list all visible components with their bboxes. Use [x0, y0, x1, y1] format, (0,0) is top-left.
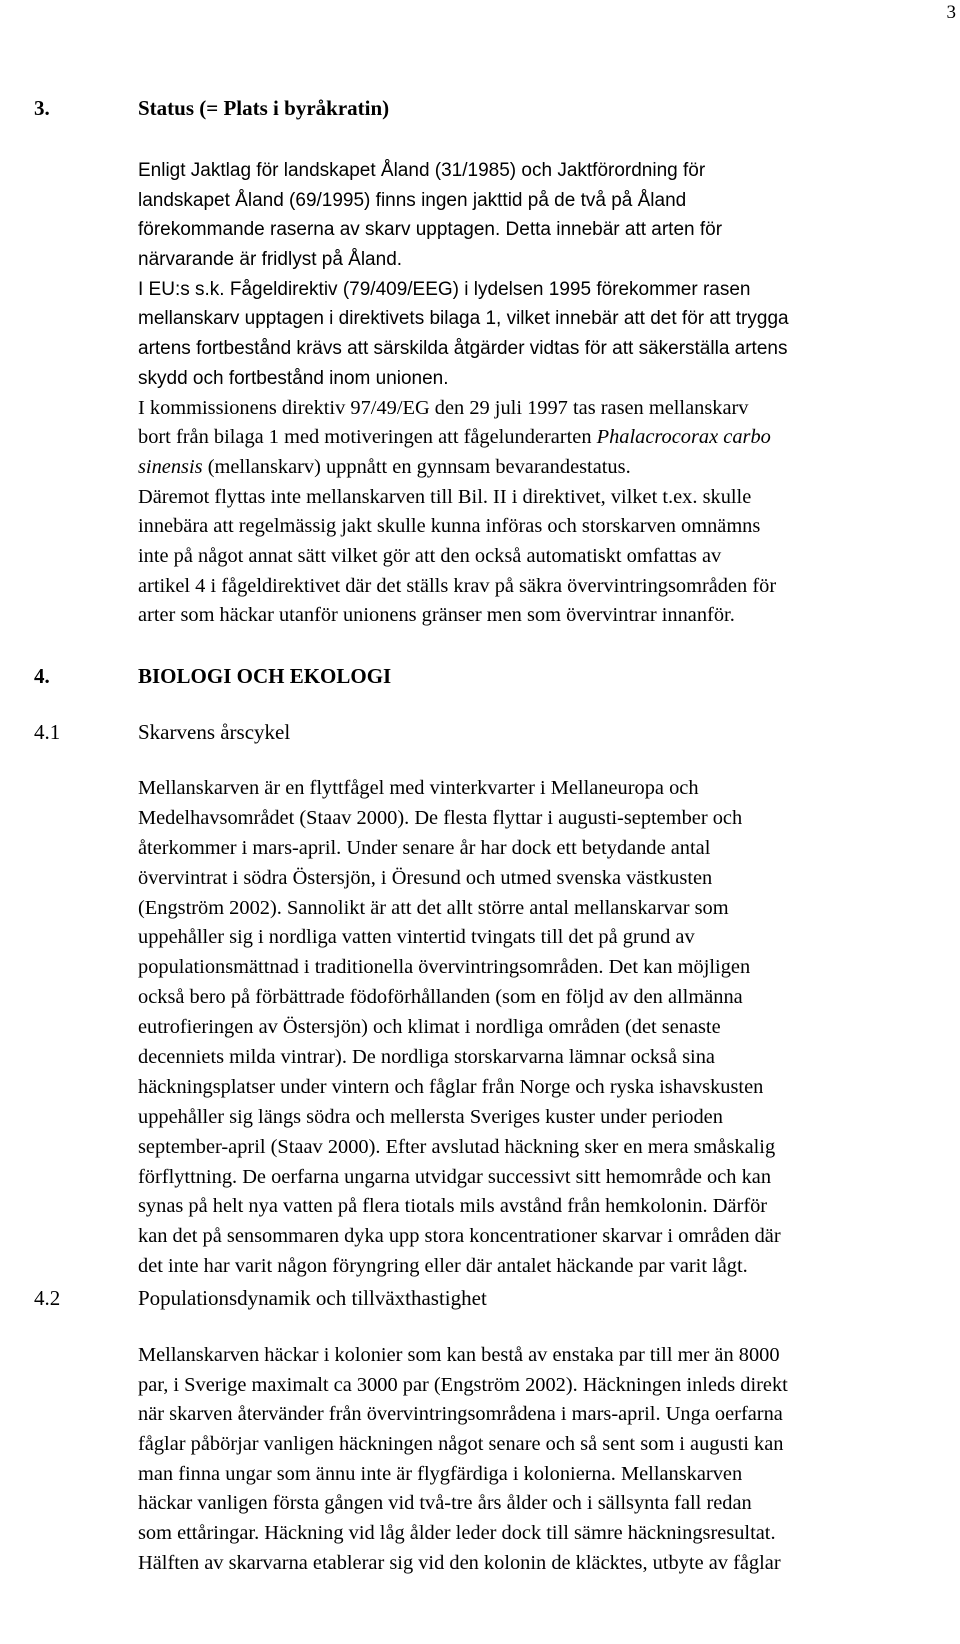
section-4-2-body [138, 1341, 938, 1579]
body-line-text: Enligt Jaktlag för landskapet Åland (31/1985) och Jaktförordning för [138, 160, 706, 181]
body-line [138, 601, 938, 631]
section-4-1-number: 4.1 [34, 720, 61, 744]
body-line: Mellanskarven är en flyttfågel med vinterkvarter i Mellaneuropa och [138, 777, 699, 799]
body-line-text: bort från bilaga 1 med motiveringen att fågelunderarten [138, 426, 592, 449]
body-line [138, 453, 938, 483]
body-line: det inte har varit någon föryngring eller där antalet häckande par varit lågt. [138, 1255, 748, 1278]
body-line [138, 334, 938, 364]
body-line: uppehåller sig längs södra och mellersta Sveriges kuster under perioden [138, 1105, 723, 1128]
body-line [138, 304, 938, 334]
body-line-text: arter som häckar utanför unionens gränser men som övervintrar innanför. [138, 604, 735, 627]
body-line-text: innebära att regelmässig jakt skulle kunna införas och storskarven omnämns [138, 515, 761, 538]
section-4-1-title: Skarvens årscykel [138, 720, 291, 744]
body-line [138, 215, 938, 245]
body-line: (Engström 2002). Sannolikt är att det allt större antal mellanskarvar som [138, 896, 729, 919]
body-line: övervintrat i södra Östersjön, i Öresund och utmed svenska västkusten [138, 866, 713, 889]
body-line: september-april (Staav 2000). Efter avslutad häckning sker en mera småskalig [138, 1135, 776, 1158]
section-4-1-body [138, 774, 938, 1282]
body-line: häckningsplatser under vintern och fåglar från Norge och ryska ishavskusten [138, 1075, 764, 1098]
section-4-2-title: Populationsdynamik och tillväxthastighet [138, 1286, 487, 1310]
body-line: också bero på förbättrade födoförhållanden (som en följd av den allmänna [138, 986, 743, 1009]
body-line [138, 423, 938, 453]
body-line-text: artens fortbestånd krävs att särskilda åtgärder vidtas för att säkerställa artens [138, 338, 788, 360]
body-line-text: (mellanskarv) uppnått en gynnsam bevarandestatus. [207, 455, 631, 478]
body-line-text: skydd och fortbestånd inom unionen. [138, 367, 449, 389]
body-line [138, 245, 938, 275]
body-line: kan det på sensommaren dyka upp stora koncentrationer skarvar i områden där [138, 1225, 781, 1248]
body-line-text: mellanskarv upptagen i direktivets bilaga 1, vilket innebär att det för att trygga [138, 308, 789, 330]
species-name-italic: Phalacrocorax carbo [596, 426, 771, 449]
body-line-text: Däremot flyttas inte mellanskarven till Bil. II i direktivet, vilket t.ex. skulle [138, 485, 752, 508]
body-line [138, 512, 938, 542]
body-line-text: inte på något annat sätt vilket gör att den också automatiskt omfattas av [138, 544, 722, 567]
body-line [138, 275, 938, 305]
body-line: Medelhavsområdet (Staav 2000). De flesta flyttar i augusti-september och [138, 806, 743, 829]
body-line: återkommer i mars-april. Under senare år har dock ett betydande antal [138, 836, 711, 859]
body-line [138, 156, 938, 186]
section-3-title: Status (= Plats i byråkratin) [138, 96, 390, 120]
body-line: decenniets milda vintrar). De nordliga storskarvarna lämnar också sina [138, 1046, 715, 1069]
body-line [138, 483, 938, 513]
body-line-text: I EU:s s.k. Fågeldirektiv (79/409/EEG) i lydelsen 1995 förekommer rasen [138, 278, 751, 300]
body-line [138, 542, 938, 572]
section-4-title: BIOLOGI OCH EKOLOGI [138, 664, 392, 688]
body-line: populationsmättnad i traditionella övervintringsområden. Det kan möjligen [138, 956, 751, 979]
body-line: häckar vanligen första gången vid två-tre års ålder och i sällsynta fall redan [138, 1492, 752, 1515]
body-line-text: förekommande raserna av skarv upptagen. Detta innebär att arten för [138, 219, 723, 241]
body-line-text: I kommissionens direktiv 97/49/EG den 29 juli 1997 tas rasen mellanskarv [138, 396, 749, 419]
body-line [138, 186, 938, 216]
body-line [138, 572, 938, 602]
body-line: förflyttning. De oerfarna ungarna utvidgar successivt sitt hemområde och kan [138, 1165, 772, 1188]
section-4-number: 4. [34, 664, 50, 688]
body-line: uppehåller sig i nordliga vatten vintertid tvingats till det på grund av [138, 926, 695, 949]
body-line: man finna ungar som ännu inte är flygfärdiga i kolonierna. Mellanskarven [138, 1462, 743, 1485]
species-name-italic: sinensis [138, 455, 203, 478]
section-3-body [138, 156, 938, 631]
body-line: som ettåringar. Häckning vid låg ålder leder dock till sämre häckningsresultat. [138, 1522, 776, 1545]
body-line: Hälften av skarvarna etablerar sig vid den kolonin de kläcktes, utbyte av fåglar [138, 1551, 781, 1574]
body-line: par, i Sverige maximalt ca 3000 par (Engström 2002). Häckningen inleds direkt [138, 1373, 788, 1396]
body-line [138, 394, 938, 424]
body-line-text: landskapet Åland (69/1995) finns ingen jakttid på de två på Åland [138, 189, 687, 211]
body-line [138, 364, 938, 394]
body-line-text: artikel 4 i fågeldirektivet där det ställs krav på säkra övervintringsområden för [138, 574, 777, 597]
body-line: när skarven återvänder från övervintringsområdena i mars-april. Unga oerfarna [138, 1403, 783, 1426]
body-line: synas på helt nya vatten på flera tiotals mils avstånd från hemkolonin. Därför [138, 1195, 768, 1218]
body-line-text: närvarande är fridlyst på Åland. [138, 249, 403, 271]
section-3-number: 3. [34, 96, 50, 120]
body-line: fåglar påbörjar vanligen häckningen något senare och så sent som i augusti kan [138, 1433, 784, 1456]
section-4-2-number: 4.2 [34, 1286, 61, 1310]
page-number: 3 [946, 2, 956, 23]
body-line: eutrofieringen av Östersjön) och klimat i nordliga områden (det senaste [138, 1016, 721, 1039]
body-line: Mellanskarven häckar i kolonier som kan bestå av enstaka par till mer än 8000 [138, 1344, 780, 1366]
